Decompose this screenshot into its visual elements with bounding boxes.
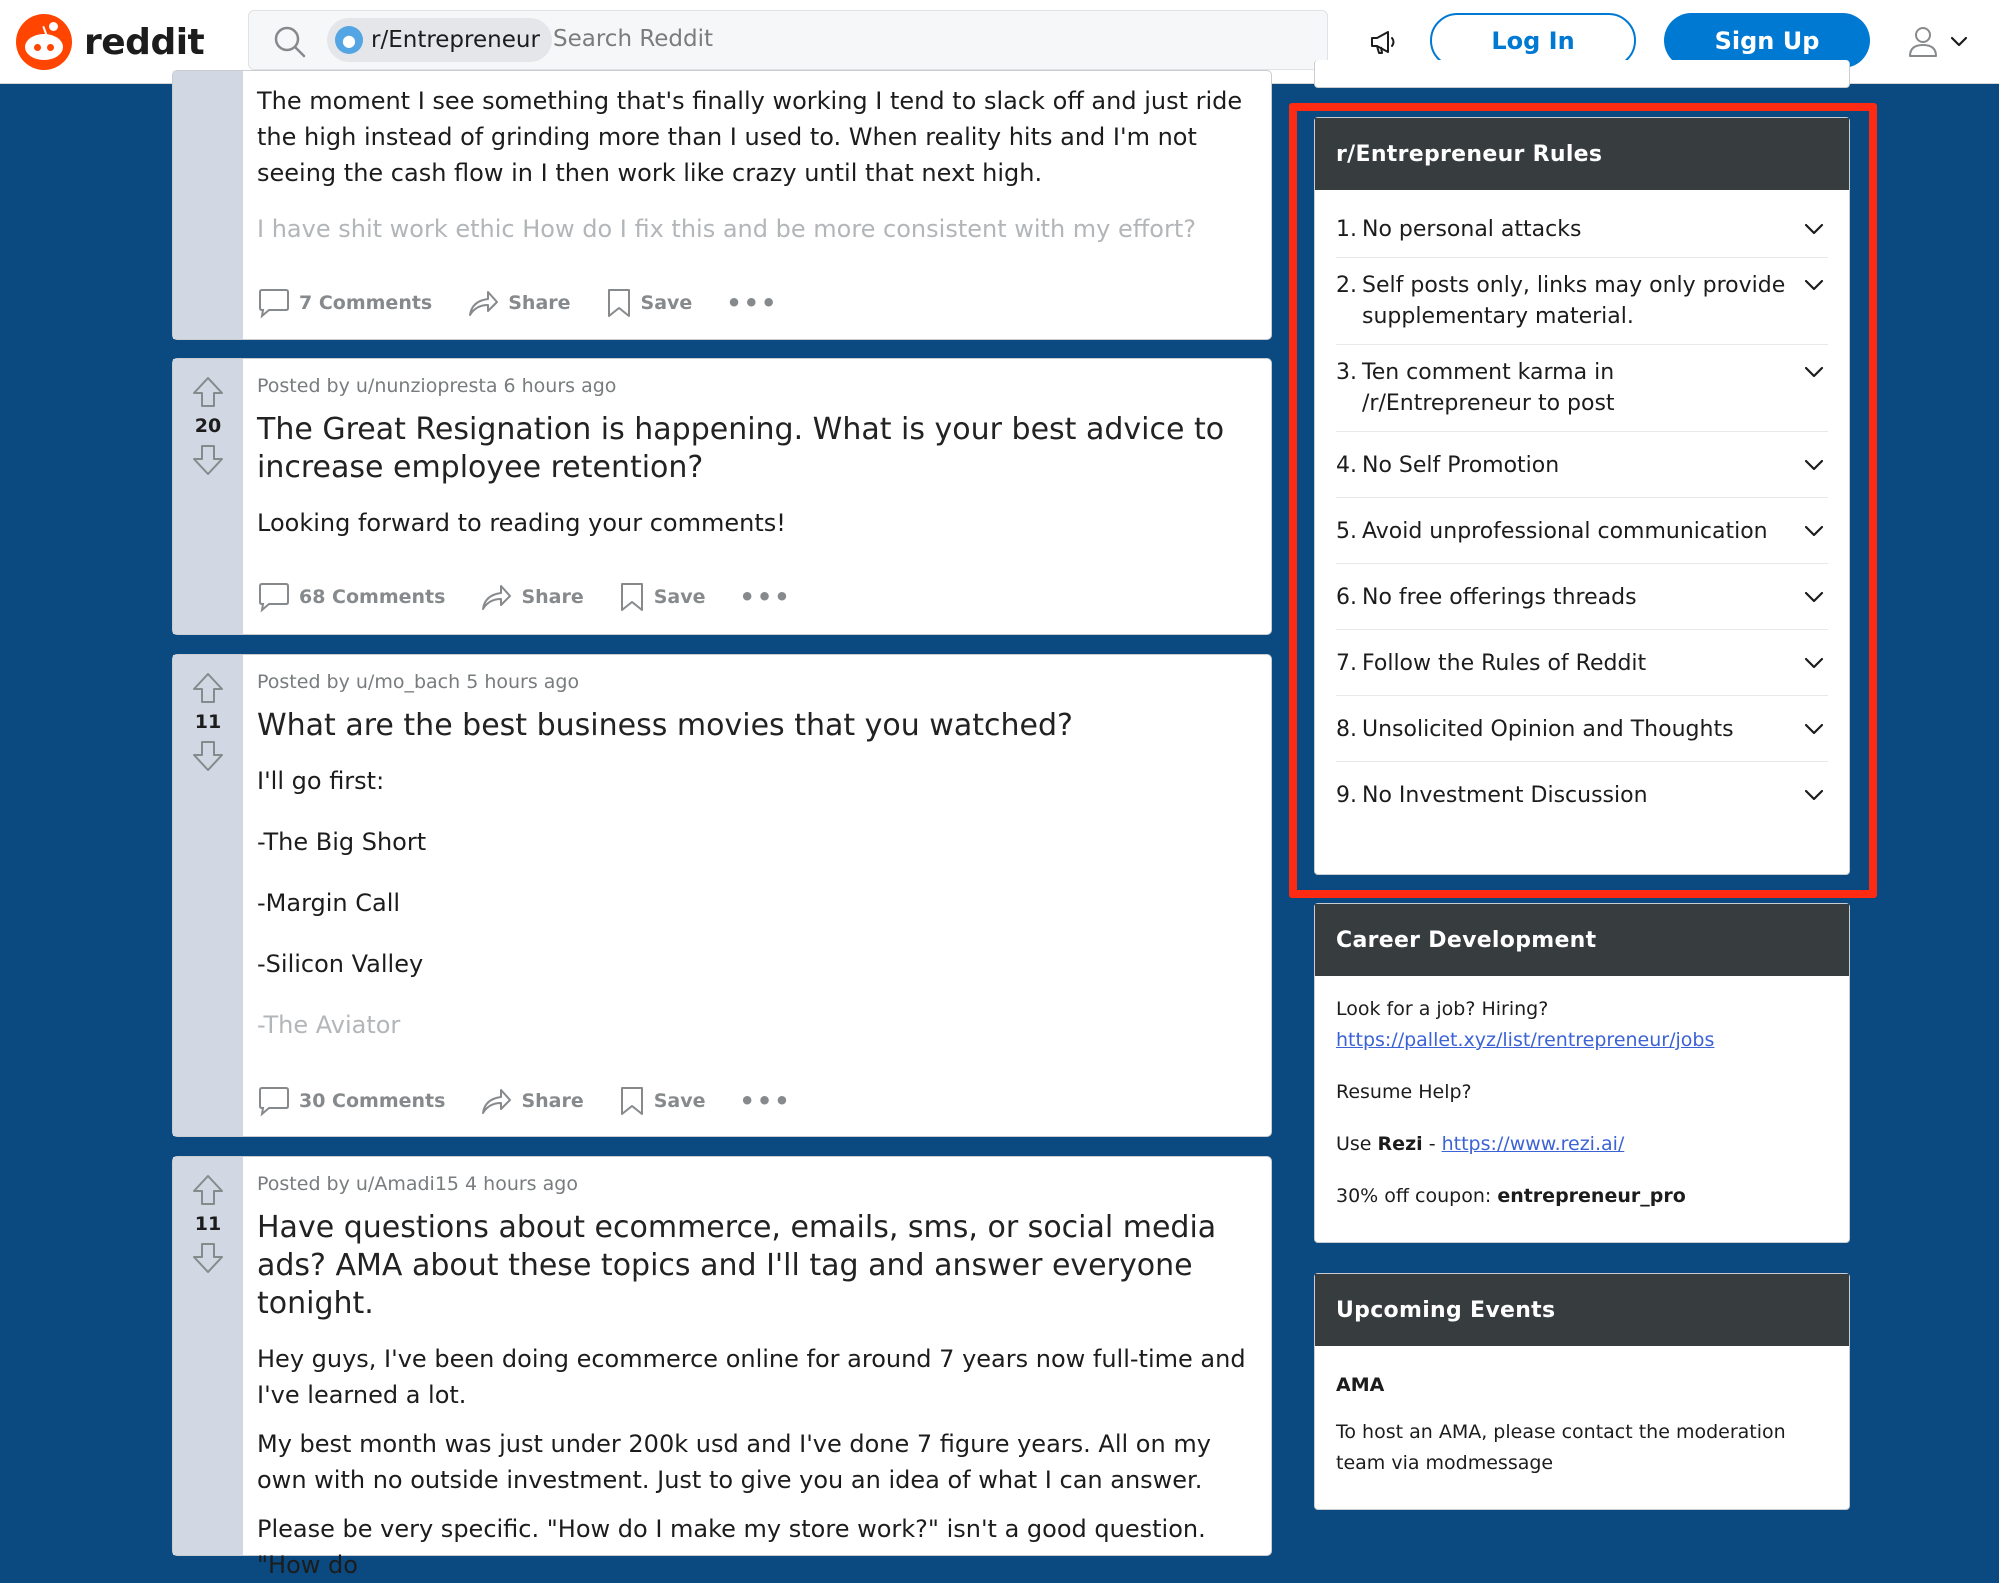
vote-count: 11 bbox=[194, 711, 222, 733]
events-card-title: Upcoming Events bbox=[1315, 1274, 1849, 1346]
post-meta[interactable]: Posted by u/mo_bach 5 hours ago bbox=[257, 671, 580, 693]
rule-number: 9. bbox=[1336, 783, 1357, 808]
rule-number: 8. bbox=[1336, 717, 1357, 742]
upvote-icon[interactable] bbox=[191, 375, 225, 409]
post-body-text: Hey guys, I've been doing ecommerce online for around 7 years now full-time and I've learned a lot. bbox=[257, 1345, 1246, 1409]
comment-icon bbox=[257, 581, 291, 613]
user-menu-button[interactable] bbox=[1905, 20, 1975, 62]
reddit-logo[interactable] bbox=[16, 14, 204, 70]
rule-number: 6. bbox=[1336, 585, 1357, 610]
post-body-text: Looking forward to reading your comments! bbox=[257, 509, 786, 537]
share-button[interactable] bbox=[479, 581, 583, 613]
post-title[interactable]: What are the best business movies that you watched? bbox=[257, 708, 1073, 743]
share-button[interactable] bbox=[466, 287, 570, 319]
post-card[interactable] bbox=[172, 1156, 1272, 1579]
use-prefix: Use bbox=[1336, 1133, 1372, 1155]
bookmark-icon bbox=[605, 287, 633, 319]
more-options-icon[interactable]: ••• bbox=[726, 289, 779, 317]
upvote-icon[interactable] bbox=[191, 1173, 225, 1207]
search-bar[interactable] bbox=[248, 10, 1328, 70]
rule-number: 1. bbox=[1336, 217, 1357, 242]
vote-column bbox=[173, 1157, 243, 1555]
subreddit-filter-chip[interactable] bbox=[327, 18, 552, 62]
post-meta[interactable]: Posted by u/Amadi15 4 hours ago bbox=[257, 1173, 578, 1195]
save-label: Save bbox=[653, 1090, 706, 1112]
vote-column bbox=[173, 359, 243, 634]
vote-column bbox=[173, 655, 243, 1136]
save-button[interactable] bbox=[618, 581, 706, 613]
rule-number: 3. bbox=[1336, 360, 1357, 385]
share-icon bbox=[479, 1085, 513, 1117]
rezi-brand: Rezi bbox=[1377, 1133, 1423, 1155]
use-dash: - bbox=[1428, 1133, 1436, 1155]
save-label: Save bbox=[640, 292, 693, 314]
downvote-icon[interactable] bbox=[191, 739, 225, 773]
career-card-title: Career Development bbox=[1315, 904, 1849, 976]
post-actions bbox=[257, 287, 778, 319]
bookmark-icon bbox=[618, 581, 646, 613]
post-body-text: Please be very specific. "How do I make my store work?" isn't a good question. "How do bbox=[257, 1515, 1206, 1579]
subreddit-filter-label: r/Entrepreneur bbox=[371, 27, 540, 53]
user-icon bbox=[1905, 23, 1941, 59]
more-options-icon[interactable]: ••• bbox=[739, 583, 792, 611]
rule-text: No free offerings threads bbox=[1362, 585, 1637, 610]
save-button[interactable] bbox=[618, 1085, 706, 1117]
rule-text: Ten comment karma in /r/Entrepreneur to post bbox=[1362, 360, 1615, 416]
login-button[interactable]: Log In bbox=[1430, 13, 1636, 68]
rule-number: 4. bbox=[1336, 453, 1357, 478]
rule-text: Avoid unprofessional communication bbox=[1362, 519, 1768, 544]
search-icon bbox=[273, 25, 307, 59]
post-body-text: -Silicon Valley bbox=[257, 950, 424, 978]
post-card[interactable] bbox=[172, 358, 1272, 635]
rule-number: 5. bbox=[1336, 519, 1357, 544]
post-body-text: -The Big Short bbox=[257, 828, 427, 856]
post-title[interactable]: The Great Resignation is happening. What is your best advice to increase employee retention? bbox=[257, 412, 1225, 485]
share-icon bbox=[466, 287, 500, 319]
post-meta[interactable]: Posted by u/nunziopresta 6 hours ago bbox=[257, 375, 617, 397]
vote-column bbox=[173, 71, 243, 339]
comments-button[interactable] bbox=[257, 581, 445, 613]
save-button[interactable] bbox=[605, 287, 693, 319]
rezi-link[interactable]: https://www.rezi.ai/ bbox=[1441, 1133, 1625, 1155]
event-text: To host an AMA, please contact the moderation team via modmessage bbox=[1336, 1421, 1786, 1474]
jobs-link[interactable]: https://pallet.xyz/list/rentrepreneur/jobs bbox=[1336, 1029, 1715, 1051]
chevron-down-icon bbox=[1947, 29, 1971, 53]
sidebar-card-top-edge bbox=[1314, 60, 1850, 88]
signup-button[interactable]: Sign Up bbox=[1664, 13, 1870, 68]
comment-icon bbox=[257, 287, 291, 319]
comments-count: 30 Comments bbox=[299, 1090, 446, 1112]
rule-text: No Self Promotion bbox=[1362, 453, 1560, 478]
search-input[interactable]: Search Reddit bbox=[553, 26, 714, 52]
post-card[interactable] bbox=[172, 70, 1272, 340]
highlight-rectangle bbox=[1289, 103, 1877, 898]
comments-button[interactable] bbox=[257, 287, 432, 319]
post-body-text: -Margin Call bbox=[257, 889, 401, 917]
downvote-icon[interactable] bbox=[191, 1241, 225, 1275]
rule-text: No personal attacks bbox=[1362, 217, 1582, 242]
rule-number: 7. bbox=[1336, 651, 1357, 676]
comments-count: 7 Comments bbox=[299, 292, 433, 314]
save-label: Save bbox=[653, 586, 706, 608]
rule-text: No Investment Discussion bbox=[1362, 783, 1648, 808]
bulb-icon: ● bbox=[335, 26, 363, 54]
post-body-faded-text: -The Aviator bbox=[257, 1011, 401, 1039]
comments-count: 68 Comments bbox=[299, 586, 446, 608]
share-label: Share bbox=[508, 292, 571, 314]
downvote-icon[interactable] bbox=[191, 443, 225, 477]
reddit-alien-icon bbox=[16, 14, 72, 70]
coupon-label: 30% off coupon: bbox=[1336, 1185, 1492, 1207]
more-options-icon[interactable]: ••• bbox=[739, 1087, 792, 1115]
comment-icon bbox=[257, 1085, 291, 1117]
coupon-code: entrepreneur_pro bbox=[1497, 1185, 1686, 1207]
resume-help-text: Resume Help? bbox=[1336, 1081, 1472, 1103]
vote-count: 11 bbox=[194, 1213, 222, 1235]
share-button[interactable] bbox=[479, 1085, 583, 1117]
bookmark-icon bbox=[618, 1085, 646, 1117]
post-actions bbox=[257, 1085, 792, 1117]
rule-text: Unsolicited Opinion and Thoughts bbox=[1362, 717, 1734, 742]
share-label: Share bbox=[521, 586, 584, 608]
event-title: AMA bbox=[1336, 1374, 1385, 1396]
post-card[interactable] bbox=[172, 654, 1272, 1137]
share-label: Share bbox=[521, 1090, 584, 1112]
rule-number: 2. bbox=[1336, 273, 1357, 298]
rules-card-title: r/Entrepreneur Rules bbox=[1315, 118, 1849, 190]
vote-count: 20 bbox=[194, 415, 222, 437]
career-card bbox=[1314, 903, 1850, 1243]
rule-text: Follow the Rules of Reddit bbox=[1362, 651, 1647, 676]
career-text: Look for a job? Hiring? bbox=[1336, 998, 1549, 1020]
post-body-text: My best month was just under 200k usd and I've done 7 figure years. All on my own with no outside investment. Just to give you an idea of what I can answer. bbox=[257, 1430, 1211, 1494]
events-card bbox=[1314, 1273, 1850, 1510]
post-body-text: The moment I see something that's finally working I tend to slack off and just ride the high instead of grinding more than I used to. When reality hits and I'm not seeing the cash flow in I then work like crazy until that next high. bbox=[257, 87, 1243, 187]
post-title[interactable]: Have questions about ecommerce, emails, sms, or social media ads? AMA about these topics and I'll tag and answer everyone tonight. bbox=[257, 1210, 1217, 1321]
rule-text: Self posts only, links may only provide supplementary material. bbox=[1362, 273, 1786, 329]
post-body-text: I'll go first: bbox=[257, 767, 385, 795]
share-icon bbox=[479, 581, 513, 613]
upvote-icon[interactable] bbox=[191, 671, 225, 705]
post-actions bbox=[257, 581, 792, 613]
post-body-faded-text: I have shit work ethic How do I fix this and be more consistent with my effort? bbox=[257, 215, 1196, 243]
megaphone-icon bbox=[1368, 26, 1400, 58]
comments-button[interactable] bbox=[257, 1085, 445, 1117]
logo-wordmark: reddit bbox=[84, 21, 205, 63]
